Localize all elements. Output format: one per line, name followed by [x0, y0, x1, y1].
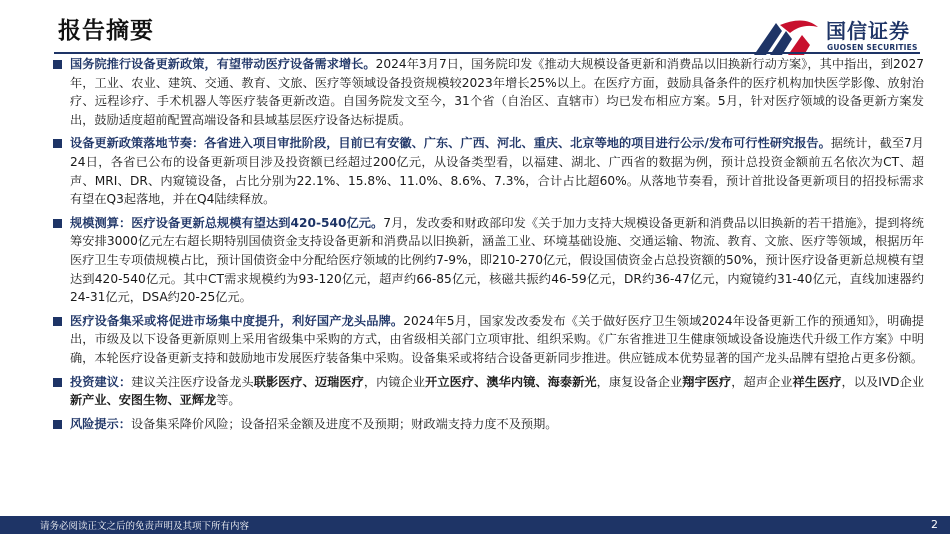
paragraph-heading: 设备更新政策落地节奏：各省进入项目审批阶段，目前已有安徽、广东、广西、河北、重庆、北京等地的项目进行公示/发布可行性研究报告。: [70, 136, 831, 151]
square-bullet-icon: [53, 378, 62, 387]
square-bullet-icon: [53, 219, 62, 228]
paragraph-text: 等。: [216, 393, 241, 408]
header-divider: [54, 52, 920, 54]
page-title: 报告摘要: [58, 18, 154, 44]
square-bullet-icon: [53, 317, 62, 326]
paragraph-heading: 规模测算：医疗设备更新总规模有望达到420-540亿元。: [70, 215, 384, 230]
summary-paragraph: [52, 373, 924, 410]
paragraph-heading: 投资建议：: [70, 374, 132, 389]
paragraph-text: 设备集采降价风险；设备招采金额及进度不及预期；财政端支持力度不及预期。: [130, 416, 558, 431]
guosen-logo-icon: [752, 17, 820, 57]
paragraph-text: ，内镜企业: [363, 374, 426, 389]
paragraph-text: 2024年3月7日，国务院印发《推动大规模设备更新和消费品以旧换新行动方案》，其中指出，到2027年，工业、农业、建筑、交通、教育、文旅、医疗等领域设备投资规模较2023年增长25%以上。在医疗方面，鼓励具备条件的医疗机构加快医学影像、放射治疗、远程诊疗、手术机器人等医疗装备更新改造。自国务院发文至今，31个省（自治区、直辖市）均已发布相应方案。5月，针对医疗领域的设备更新方案发出，鼓励适度超前配置高端设备和县域基层医疗设备达标提质。: [70, 57, 924, 127]
summary-paragraph: [52, 214, 924, 307]
company-name: 开立医疗、澳华内镜、海泰新光: [425, 374, 597, 389]
paragraph-heading: 国务院推行设备更新政策，有望带动医疗设备需求增长。: [70, 57, 376, 71]
paragraph-heading: 医疗设备集采或将促进市场集中度提升，利好国产龙头品牌。: [70, 313, 404, 328]
company-name: 联影医疗、迈瑞医疗: [253, 374, 364, 389]
paragraph-text: ，超声企业: [731, 374, 793, 389]
logo-text-cn: 国信证券: [826, 19, 910, 43]
company-name: 祥生医疗: [792, 374, 842, 389]
paragraph-heading: 风险提示：: [70, 416, 131, 431]
paragraph-text: 据统计，截至7月24日，各省已公布的设备更新项目涉及投资额已经超过200亿元，从设备类型看，以福建、湖北、广西省的数据为例，预计总投资金额前五名依次为CT、超声、MRI、DR、内窥镜设备，占比分别为22.1%、15.8%、11.0%、8.6%、7.3%，合计占比超60%。从落地节奏看，预计首批设备更新项目的招投标需求有望在Q3起落地，并在Q4陆续释放。: [70, 136, 924, 207]
square-bullet-icon: [53, 60, 62, 69]
logo-text-en: GUOSEN SECURITIES: [827, 43, 918, 52]
paragraph-text: ，以及IVD企业: [841, 374, 925, 389]
summary-paragraph: [52, 312, 924, 368]
square-bullet-icon: [53, 420, 62, 429]
company-name: 翔宇医疗: [682, 374, 732, 389]
company-name: 新产业、安图生物、亚辉龙: [70, 393, 217, 408]
paragraph-text: 7月，发改委和财政部印发《关于加力支持大规模设备更新和消费品以旧换新的若干措施》，提到将统筹安排3000亿元左右超长期特别国债资金支持设备更新和消费品以旧换新，涵盖工业、环境基础设施、交通运输、物流、教育、文旅、医疗等领域，根据历年医疗卫生专项债规模占比，预计国债资金中分配给医疗领域的比例约7-9%，即210-270亿元，假设国债资金占总投资额的50%，预计医疗设备更新总规模有望达到420-540亿元。其中CT需求规模约为93-120亿元，超声约66-85亿元，核磁共振约46-59亿元，DR约36-47亿元，内窥镜约31-40亿元，直线加速器约24-31亿元，DSA约20-25亿元。: [70, 215, 924, 305]
page-number: 2: [931, 518, 938, 531]
summary-paragraph: [52, 415, 924, 434]
paragraph-text: ，康复设备企业: [596, 374, 683, 389]
footer-bar: [0, 516, 950, 534]
paragraph-text: 2024年5月，国家发改委发布《关于做好医疗卫生领域2024年设备更新工作的预通知》，明确提出，市级及以下设备更新原则上采用省级集中采购的方式，由省级相关部门立项审批、组织采购。《广东省推进卫生健康领域设备设施迭代升级工作方案》中明确，本轮医疗设备更新支持和鼓励地市发展医疗装备集中采购。设备集采或将结合设备更新同步推进。供应链成本优势显著的国产龙头品牌有望抢占更多份额。: [70, 313, 924, 365]
summary-body: [52, 55, 924, 438]
paragraph-text: 建议关注医疗设备龙头: [131, 374, 254, 389]
footer-disclaimer: 请务必阅读正文之后的免责声明及其项下所有内容: [40, 521, 250, 532]
square-bullet-icon: [53, 139, 62, 148]
summary-paragraph: [52, 134, 924, 208]
summary-paragraph: [52, 55, 924, 129]
